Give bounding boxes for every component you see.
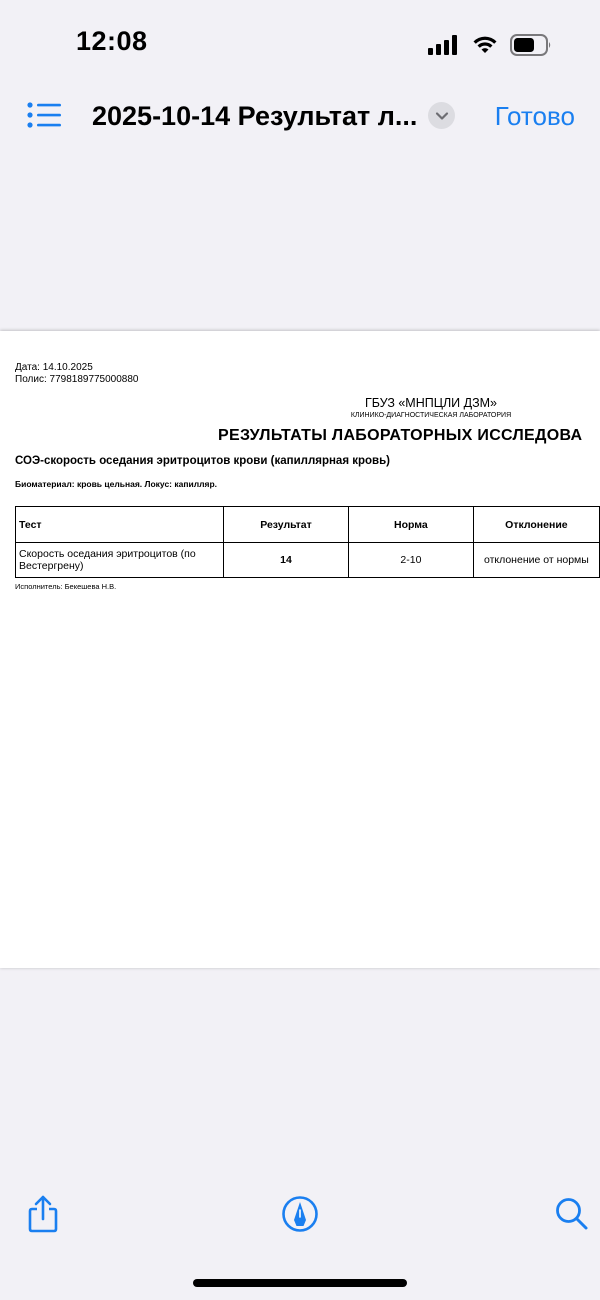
share-button[interactable] bbox=[23, 1194, 63, 1234]
document-page[interactable] bbox=[0, 331, 600, 968]
organization-subtitle: КЛИНИКО-ДИАГНОСТИЧЕСКАЯ ЛАБОРАТОРИЯ bbox=[350, 412, 512, 419]
status-bar bbox=[0, 0, 600, 90]
share-icon bbox=[26, 1194, 60, 1234]
cell-norm: 2-10 bbox=[349, 543, 474, 578]
status-icons bbox=[428, 30, 552, 60]
battery-icon bbox=[510, 34, 552, 56]
nav-bar bbox=[0, 90, 600, 142]
cellular-signal-icon bbox=[428, 35, 460, 55]
date-line: Дата: 14.10.2025 bbox=[15, 362, 93, 373]
policy-line: Полис: 7798189775000880 bbox=[15, 374, 139, 385]
document-title[interactable]: 2025-10-14 Результат л... bbox=[92, 101, 418, 131]
header-test: Тест bbox=[16, 507, 224, 543]
search-button[interactable] bbox=[552, 1194, 592, 1234]
executor-line: Исполнитель: Бекешева Н.В. bbox=[15, 582, 117, 591]
header-result: Результат bbox=[224, 507, 349, 543]
header-norm: Норма bbox=[349, 507, 474, 543]
status-time: 12:08 bbox=[76, 26, 148, 56]
document-heading: РЕЗУЛЬТАТЫ ЛАБОРАТОРНЫХ ИССЛЕДОВА bbox=[218, 427, 583, 444]
results-table bbox=[15, 506, 600, 578]
test-title: СОЭ-скорость оседания эритроцитов крови (капиллярная кровь) bbox=[15, 455, 391, 467]
title-menu-button[interactable] bbox=[428, 102, 455, 129]
wifi-icon bbox=[472, 35, 498, 55]
chevron-down-icon bbox=[435, 111, 449, 121]
list-icon bbox=[24, 98, 66, 134]
home-indicator[interactable] bbox=[193, 1279, 407, 1287]
table-header-row bbox=[16, 507, 600, 543]
done-button[interactable]: Готово bbox=[494, 101, 575, 131]
cell-result: 14 bbox=[224, 543, 349, 578]
cell-deviation: отклонение от нормы bbox=[473, 543, 599, 578]
cell-test: Скорость оседания эритроцитов (по Вестергрену) bbox=[16, 543, 224, 578]
markup-pen-icon bbox=[281, 1195, 319, 1233]
biomaterial-line: Биоматериал: кровь цельная. Локус: капилляр. bbox=[15, 479, 218, 489]
markup-button[interactable] bbox=[280, 1194, 320, 1234]
document-meta bbox=[15, 362, 139, 386]
header-deviation: Отклонение bbox=[473, 507, 599, 543]
organization-name: ГБУЗ «МНПЦЛИ ДЗМ» bbox=[364, 396, 498, 410]
search-icon bbox=[554, 1196, 590, 1232]
table-row bbox=[16, 543, 600, 578]
outline-list-button[interactable] bbox=[24, 98, 66, 134]
organization-block bbox=[300, 396, 562, 420]
